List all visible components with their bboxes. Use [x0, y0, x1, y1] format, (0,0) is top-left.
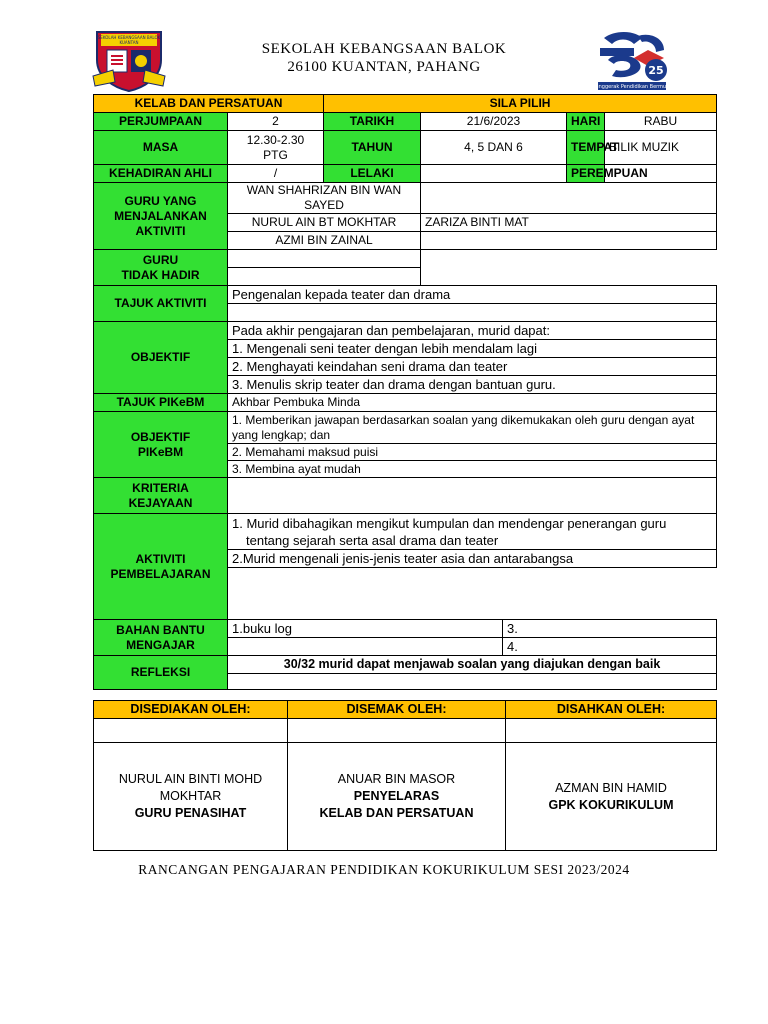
guru-4[interactable]: ZARIZA BINTI MAT: [421, 214, 717, 232]
svg-text:SEKOLAH KEBANGSAAN BALOK: SEKOLAH KEBANGSAAN BALOK: [97, 35, 161, 40]
tempat-value[interactable]: BILIK MUZIK: [605, 131, 717, 165]
svg-text:Penggerak Pendidikan Bermutu: Penggerak Pendidikan Bermutu: [592, 84, 672, 90]
bahan-2[interactable]: [228, 638, 503, 656]
kelab-label: KELAB DAN PERSATUAN: [94, 95, 324, 113]
tidak-hadir-2[interactable]: [228, 268, 421, 286]
tajuk-aktiviti-value[interactable]: Pengenalan kepada teater dan drama: [228, 286, 717, 304]
activity-form-table: [93, 94, 717, 690]
objektif-pikebm-label: OBJEKTIF PIKeBM: [94, 412, 228, 478]
name-1-line2: MOKHTAR: [159, 789, 222, 803]
kehadiran-label: KEHADIRAN AHLI: [94, 165, 228, 183]
school-name: SEKOLAH KEBANGSAAN BALOK: [261, 41, 507, 57]
pikebm-value[interactable]: Akhbar Pembuka Minda: [228, 394, 717, 412]
masa-label: MASA: [94, 131, 228, 165]
school-address: 26100 KUANTAN, PAHANG: [287, 59, 481, 75]
svg-text:KUANTAN: KUANTAN: [119, 40, 139, 45]
refleksi-label: REFLEKSI: [94, 656, 228, 690]
masa-period: PTG: [263, 147, 288, 162]
hari-label: HARI: [567, 113, 605, 131]
tahun-value[interactable]: 4, 5 DAN 6: [421, 131, 567, 165]
guru-tidak-hadir-label: GURU TIDAK HADIR: [94, 250, 228, 286]
hari-value[interactable]: RABU: [605, 113, 717, 131]
objektif-pikebm-b[interactable]: 2. Memahami maksud puisi: [228, 444, 717, 461]
masa-time: 12.30-2.30: [246, 132, 305, 147]
guru-cell-blank[interactable]: [421, 183, 717, 214]
role-1: GURU PENASIHAT: [134, 806, 247, 820]
bahan-4[interactable]: 4.: [503, 638, 717, 656]
tajuk-aktiviti-label: TAJUK AKTIVITI: [94, 286, 228, 322]
name-2: ANUAR BIN MASOR: [337, 772, 456, 786]
footer-title: RANCANGAN PENGAJARAN PENDIDIKAN KOKURIKULUM SESI 2023/2024: [138, 862, 630, 877]
aktiviti-pembelajaran-label: AKTIVITI PEMBELAJARAN: [94, 514, 228, 620]
signature-1[interactable]: [94, 719, 288, 743]
disediakan-by: [94, 743, 288, 851]
aktiviti-b[interactable]: 2.Murid mengenali jenis-jenis teater asia dan antarabangsa: [228, 550, 717, 568]
disemak-label: DISEMAK OLEH:: [288, 701, 506, 719]
objektif-pikebm-c[interactable]: 3. Membina ayat mudah: [228, 461, 717, 478]
lelaki-value[interactable]: [421, 165, 567, 183]
guru-3[interactable]: AZMI BIN ZAINAL: [228, 232, 421, 250]
role-3: GPK KOKURIKULUM: [548, 797, 674, 812]
kriteria-kejayaan-label: KRITERIA KEJAYAAN: [94, 478, 228, 514]
objektif-label: OBJEKTIF: [94, 322, 228, 394]
sila-pilih-dropdown[interactable]: SILA PILIH: [324, 95, 717, 113]
kriteria-kejayaan-value[interactable]: [228, 478, 717, 514]
objektif-3[interactable]: 3. Menulis skrip teater dan drama dengan bantuan guru.: [228, 376, 717, 394]
disahkan-by: [506, 743, 717, 851]
objektif-1[interactable]: 1. Mengenali seni teater dengan lebih mendalam lagi: [228, 340, 717, 358]
perjumpaan-label: PERJUMPAAN: [94, 113, 228, 131]
role-2-line1: PENYELARAS: [353, 789, 440, 803]
bahan-3[interactable]: 3.: [503, 620, 717, 638]
bahan-bantu-label: BAHAN BANTU MENGAJAR: [94, 620, 228, 656]
guru-menjalankan-label: GURU YANG MENJALANKAN AKTIVITI: [94, 183, 228, 250]
lelaki-label: LELAKI: [324, 165, 421, 183]
aktiviti-a[interactable]: 1. Murid dibahagikan mengikut kumpulan dan mendengar penerangan guru tentang sejarah serta asal drama dan teater: [228, 514, 717, 550]
pikebm-label: TAJUK PIKeBM: [94, 394, 228, 412]
objektif-pikebm-a[interactable]: 1. Memberikan jawapan berdasarkan soalan yang dikemukakan oleh guru dengan ayat yang lengkap; dan: [228, 412, 717, 444]
tempat-label: TEMPAT: [567, 131, 605, 165]
signature-3[interactable]: [506, 719, 717, 743]
tarikh-value[interactable]: 21/6/2023: [421, 113, 567, 131]
guru-1[interactable]: WAN SHAHRIZAN BIN WAN SAYED: [228, 183, 421, 214]
refleksi-blank[interactable]: [228, 674, 717, 690]
perjumpaan-value[interactable]: 2: [228, 113, 324, 131]
disediakan-label: DISEDIAKAN OLEH:: [94, 701, 288, 719]
tarikh-label: TARIKH: [324, 113, 421, 131]
guru-2[interactable]: NURUL AIN BT MOKHTAR: [228, 214, 421, 232]
name-1-line1: NURUL AIN BINTI MOHD: [118, 772, 263, 786]
guru-cell-blank-2[interactable]: [421, 232, 717, 250]
bahan-1[interactable]: 1.buku log: [228, 620, 503, 638]
refleksi-value[interactable]: 30/32 murid dapat menjawab soalan yang diajukan dengan baik: [228, 656, 717, 674]
role-2-line2: KELAB DAN PERSATUAN: [319, 806, 474, 820]
objektif-2[interactable]: 2. Menghayati keindahan seni drama dan teater: [228, 358, 717, 376]
objektif-intro[interactable]: Pada akhir pengajaran dan pembelajaran, murid dapat:: [228, 322, 717, 340]
tajuk-aktiviti-blank[interactable]: [228, 304, 717, 322]
svg-text:25: 25: [648, 64, 664, 77]
disahkan-label: DISAHKAN OLEH:: [506, 701, 717, 719]
name-3: AZMAN BIN HAMID: [555, 780, 667, 795]
school-header: [0, 40, 768, 76]
masa-value[interactable]: [228, 131, 324, 165]
signoff-table: [93, 700, 717, 851]
perempuan-label: PEREMPUAN: [567, 165, 605, 183]
signature-2[interactable]: [288, 719, 506, 743]
tidak-hadir-1[interactable]: [228, 250, 421, 268]
disemak-by: [288, 743, 506, 851]
kehadiran-value[interactable]: /: [228, 165, 324, 183]
tahun-label: TAHUN: [324, 131, 421, 165]
